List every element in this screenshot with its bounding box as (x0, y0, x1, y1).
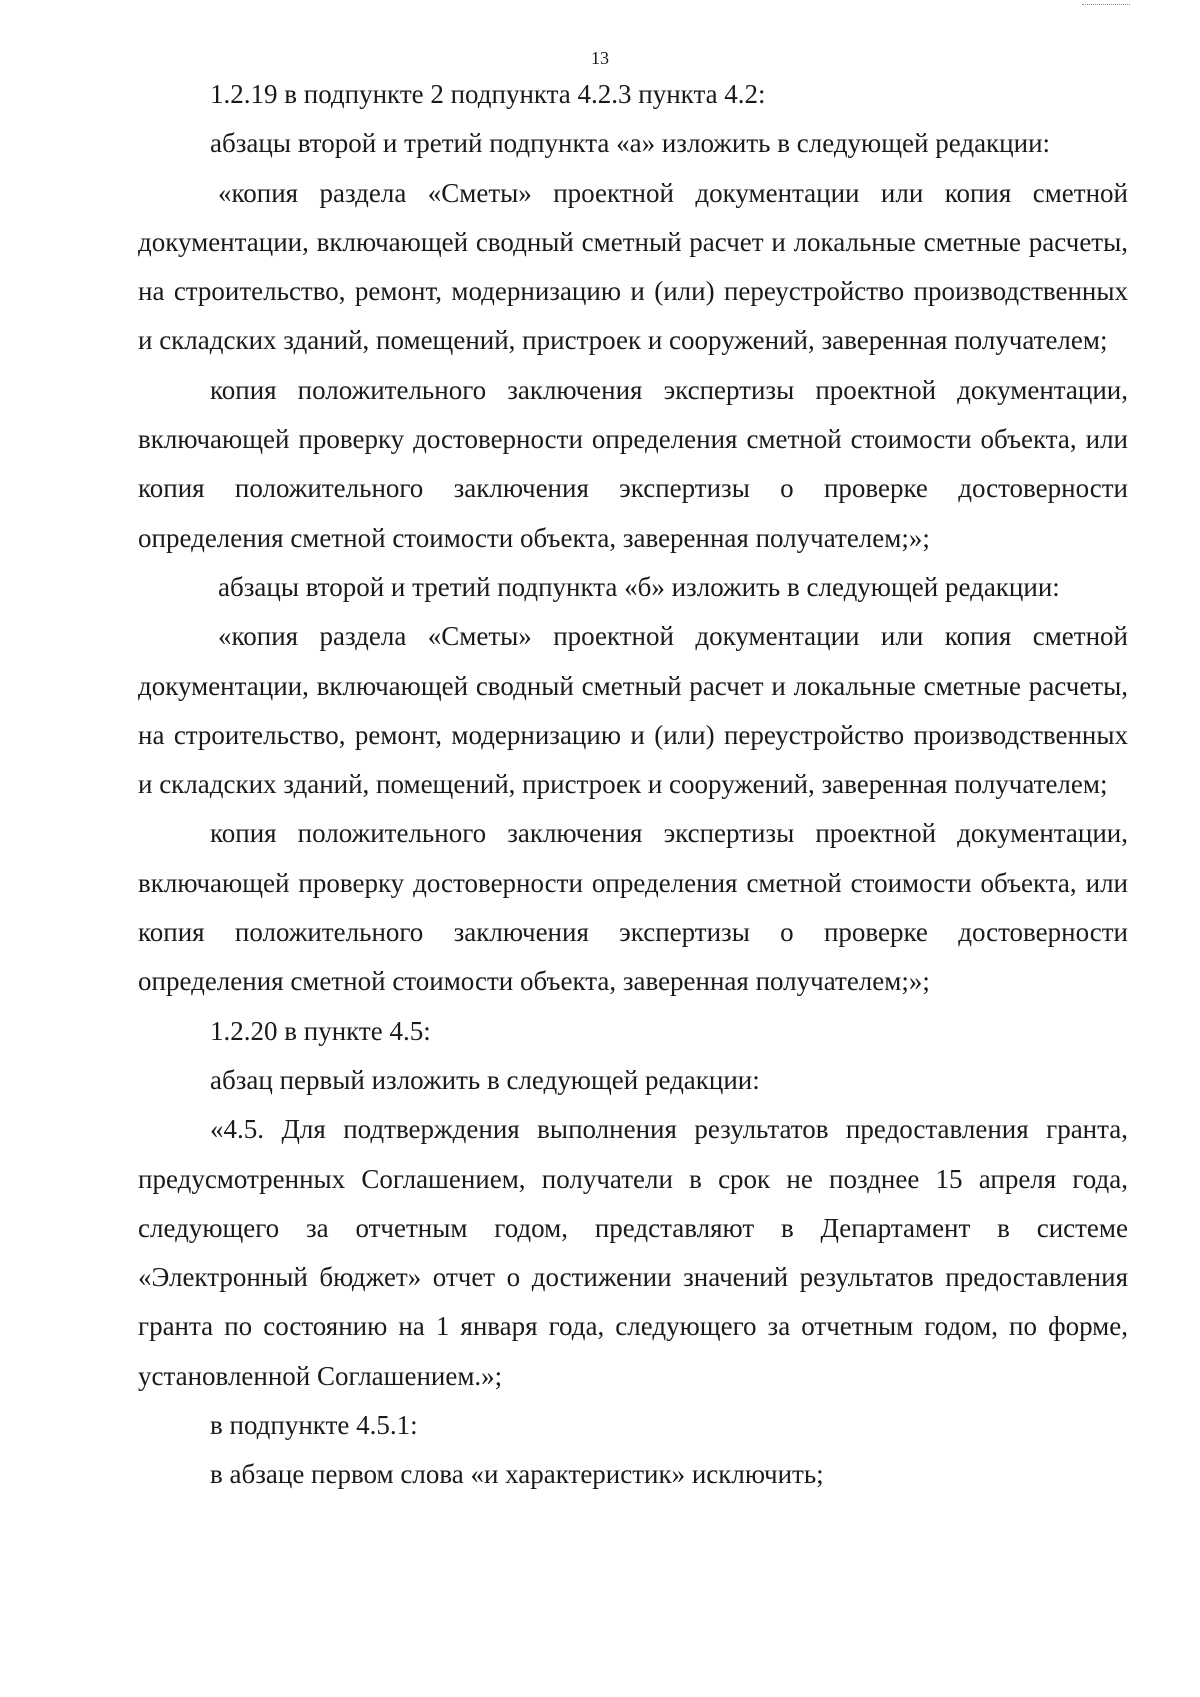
paragraph-quote-4-5: «4.5. Для подтверждения выполнения результатов предоставления гранта, предусмотренных Соглашением, получатели в срок не позднее 15 апреля года, следующего за отчетным годом, представляют в Департамент в системе «Электронный бюджет» отчет о достижении значений результатов предоставления гранта по состоянию на 1 января года, следующего за отчетным годом, по форме, установленной Соглашением.»; (138, 1114, 1128, 1391)
scan-edge-mark (1082, 0, 1130, 5)
paragraph-quote-smety-a: «копия раздела «Сметы» проектной документации или копия сметной документации, включающей сводный сметный расчет и локальные сметные расчеты, на строительство, ремонт, модернизацию и (или) переустройство производственных и складских зданий, помещений, пристроек и сооружений, заверенная получателем; (138, 177, 1128, 356)
paragraph-expertise-a: копия положительного заключения экспертизы проектной документации, включающей проверку достоверности определения сметной стоимости объекта, или копия положительного заключения экспертизы о проверке достоверности определения сметной стоимости объекта, заверенная получателем;»; (138, 374, 1128, 553)
paragraph-expertise-b: копия положительного заключения экспертизы проектной документации, включающей проверку достоверности определения сметной стоимости объекта, или копия положительного заключения экспертизы о проверке достоверности определения сметной стоимости объекта, заверенная получателем;»; (138, 818, 1128, 997)
paragraph-exclude-characteristics: в абзаце первом слова «и характеристик» исключить; (210, 1459, 824, 1490)
page-number: 13 (591, 48, 609, 68)
paragraph-1-2-20-heading: 1.2.20 в пункте 4.5: (210, 1015, 431, 1046)
paragraph-4-5-1-heading: в подпункте 4.5.1: (210, 1410, 418, 1441)
document-body (138, 70, 1128, 1500)
paragraph-1-2-19-heading: 1.2.19 в подпункте 2 подпункта 4.2.3 пункта 4.2: (210, 79, 766, 109)
paragraph-instruction-4-5: абзац первый изложить в следующей редакции: (210, 1064, 760, 1095)
paragraph-instruction-b: абзацы второй и третий подпункта «б» изложить в следующей редакции: (218, 571, 1060, 602)
paragraph-instruction-a: абзацы второй и третий подпункта «а» изложить в следующей редакции: (210, 128, 1051, 159)
paragraph-quote-smety-b: «копия раздела «Сметы» проектной документации или копия сметной документации, включающей сводный сметный расчет и локальные сметные расчеты, на строительство, ремонт, модернизацию и (или) переустройство производственных и складских зданий, помещений, пристроек и сооружений, заверенная получателем; (138, 621, 1128, 800)
